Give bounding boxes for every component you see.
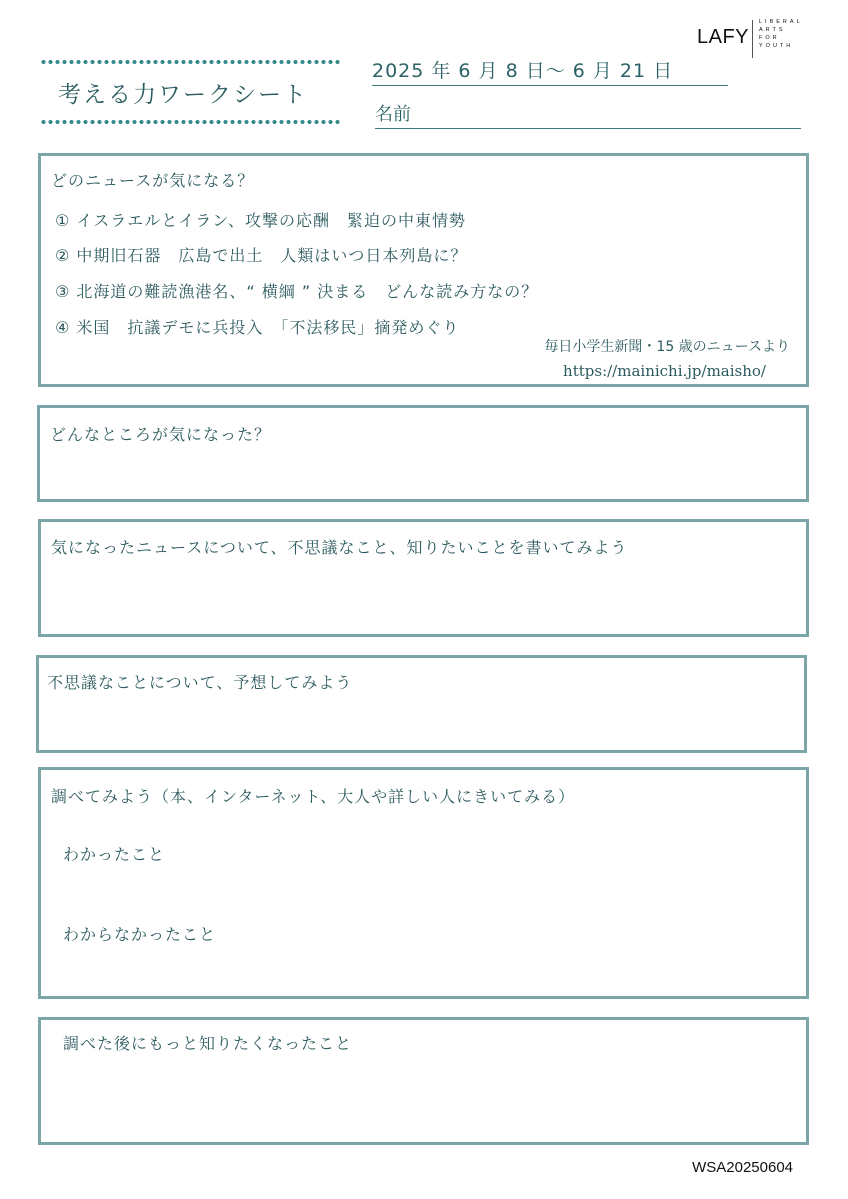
name-field[interactable]: 名前: [375, 100, 801, 129]
news-item[interactable]: ② 中期旧石器 広島で出土 人類はいつ日本列島に？: [55, 246, 468, 265]
logo-divider: [752, 20, 753, 58]
wonder-box[interactable]: [38, 519, 809, 637]
worksheet-code: WSA20250604: [692, 1159, 793, 1176]
predict-box[interactable]: [36, 655, 807, 753]
curious-point-label: どんなところが気になった？: [50, 425, 272, 444]
news-question: どのニュースが気になる？: [51, 171, 255, 190]
understood-label: わかったこと: [63, 845, 166, 864]
news-box: [38, 153, 809, 387]
news-item[interactable]: ③ 北海道の難読漁港名、“ 横綱 ” 決まる どんな読み方なの？: [55, 282, 539, 301]
wonder-label: 気になったニュースについて、不思議なこと、知りたいことを書いてみよう: [51, 538, 628, 557]
news-source: 毎日小学生新聞・15 歳のニュースより: [544, 339, 790, 355]
predict-label: 不思議なことについて、予想してみよう: [47, 673, 353, 692]
news-source-link[interactable]: https://mainichi.jp/maisho/: [563, 362, 766, 380]
news-item[interactable]: ① イスラエルとイラン、攻撃の応酬 緊迫の中東情勢: [55, 211, 466, 230]
curious-point-box[interactable]: [37, 405, 809, 502]
news-item[interactable]: ④ 米国 抗議デモに兵投入 「不法移民」摘発めぐり: [55, 318, 460, 337]
after-research-box[interactable]: [38, 1017, 809, 1145]
title-dots-bottom: [40, 119, 340, 125]
research-label: 調べてみよう（本、インターネット、大人や詳しい人にきいてみる）: [51, 787, 576, 806]
page-title: 考える力ワークシート: [58, 82, 308, 108]
research-box[interactable]: [38, 767, 809, 999]
after-research-label: 調べた後にもっと知りたくなったこと: [63, 1034, 353, 1053]
not-understood-label: わからなかったこと: [63, 925, 217, 944]
date-range: 2025 年 6 月 8 日～ 6 月 21 日: [372, 56, 728, 86]
logo-wordmark: LAFY: [697, 26, 750, 48]
logo-tagline: LIBERAL ARTS FOR YOUTH: [759, 19, 803, 49]
title-dots-top: [40, 59, 340, 65]
